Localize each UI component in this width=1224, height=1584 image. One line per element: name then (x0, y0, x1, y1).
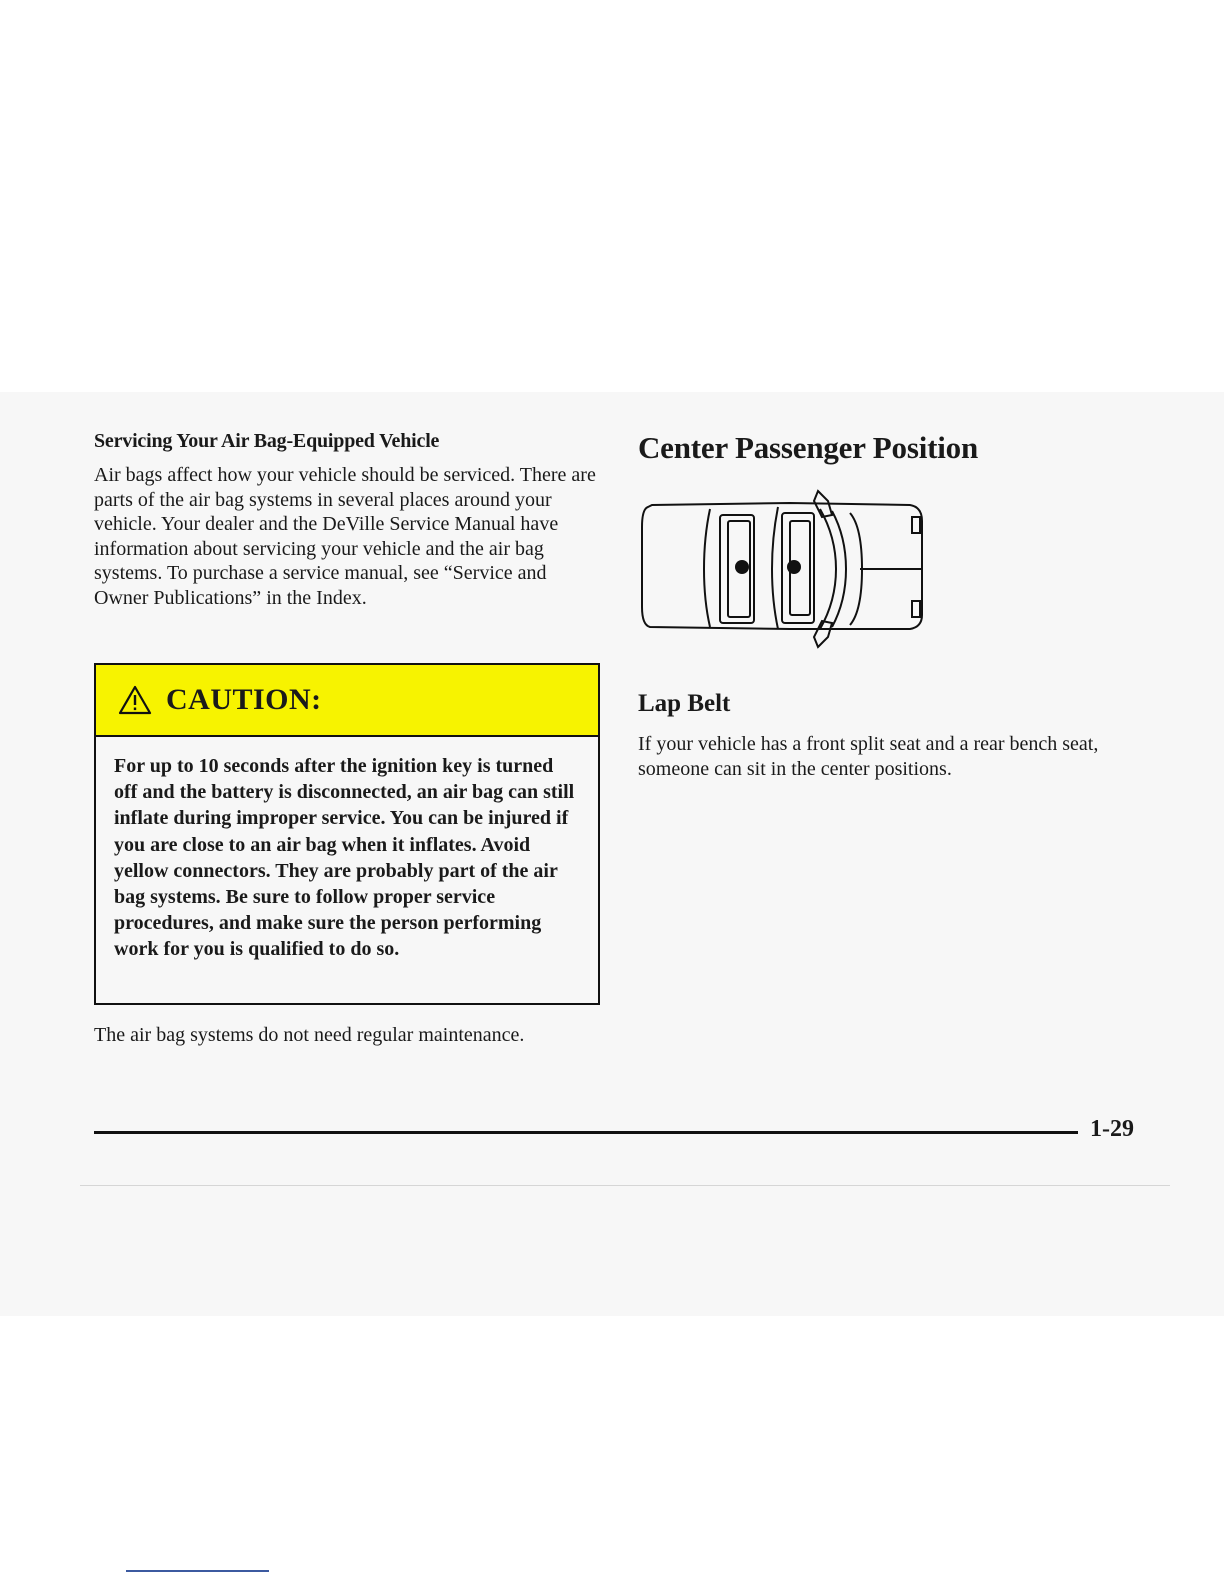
servicing-paragraph: Air bags affect how your vehicle should be serviced. There are parts of the air bag systems in several places around your vehicle. Your dealer and the DeVille Service Manual have information about servicing your vehicle and the air bag systems. To purchase a service manual, see “Service and Owner Publications” in the Index. (94, 464, 596, 609)
caution-header (96, 665, 598, 737)
warning-triangle-icon (118, 685, 152, 715)
lap-belt-text: If your vehicle has a front split seat and a rear bench seat, someone can sit in the center positions. (638, 733, 1099, 780)
center-passenger-title: Center Passenger Position (638, 430, 978, 465)
lap-belt-title: Lap Belt (638, 690, 731, 717)
car-seating-diagram-icon (640, 487, 932, 655)
caution-title: CAUTION: (166, 683, 322, 716)
caution-box (94, 663, 600, 1005)
caution-text: For up to 10 seconds after the ignition key is turned off and the battery is disconnected, an air bag can still inflate during improper service. You can be injured if you are close to an air bag when it inflates. Avoid yellow connectors. They are probably part of the air bag systems. Be sure to follow proper service procedures, and make sure the person performing work for you is qualified to do so. (114, 755, 575, 961)
maintenance-note: The air bag systems do not need regular maintenance. (94, 1024, 525, 1046)
footer-rule (94, 1131, 1078, 1134)
center-passenger-section (638, 430, 1118, 466)
scan-edge-line (80, 1185, 1170, 1186)
bottom-underline (126, 1570, 269, 1572)
servicing-subhead: Servicing Your Air Bag-Equipped Vehicle (94, 430, 440, 452)
page-number: 1-29 (1090, 1116, 1134, 1142)
servicing-section (94, 430, 604, 610)
